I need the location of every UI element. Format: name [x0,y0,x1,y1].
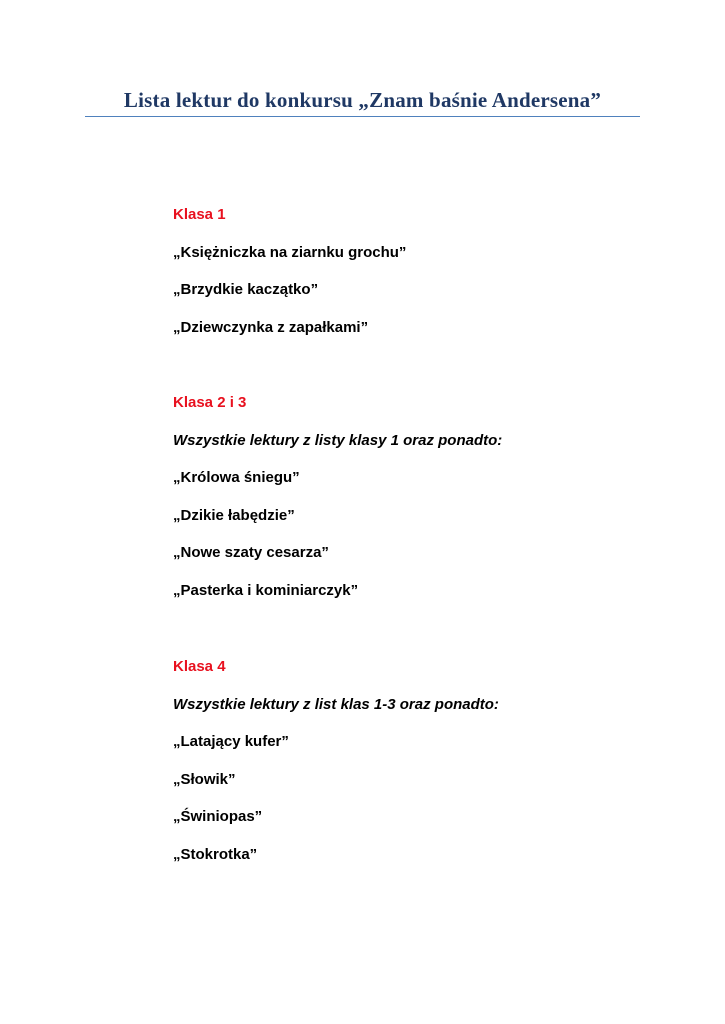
section-heading: Klasa 1 [173,206,226,223]
book-title: „Stokrotka” [173,845,258,863]
book-title: „Księżniczka na ziarnku grochu” [173,243,407,261]
section-klasa-1 [173,196,653,346]
book-title: „Pasterka i kominiarczyk” [173,581,359,599]
title-underline [85,116,640,117]
section-klasa-2-3 [173,384,653,610]
book-title: „Dzikie łabędzie” [173,506,295,524]
section-note: Wszystkie lektury z list klas 1-3 oraz ponadto: [173,695,499,713]
book-title: „Królowa śniegu” [173,469,300,487]
book-title: „Dziewczynka z zapałkami” [173,318,369,336]
book-title: „Słowik” [173,770,236,788]
book-title: „Latający kufer” [173,733,289,751]
section-heading: Klasa 2 i 3 [173,394,247,411]
section-klasa-4 [173,648,653,874]
section-heading: Klasa 4 [173,658,226,675]
book-title: „Brzydkie kaczątko” [173,281,319,299]
section-note: Wszystkie lektury z listy klasy 1 oraz ponadto: [173,431,503,449]
book-title: „Nowe szaty cesarza” [173,544,329,562]
book-title: „Świniopas” [173,808,263,826]
document-title: Lista lektur do konkursu „Znam baśnie Andersena” [123,88,602,112]
